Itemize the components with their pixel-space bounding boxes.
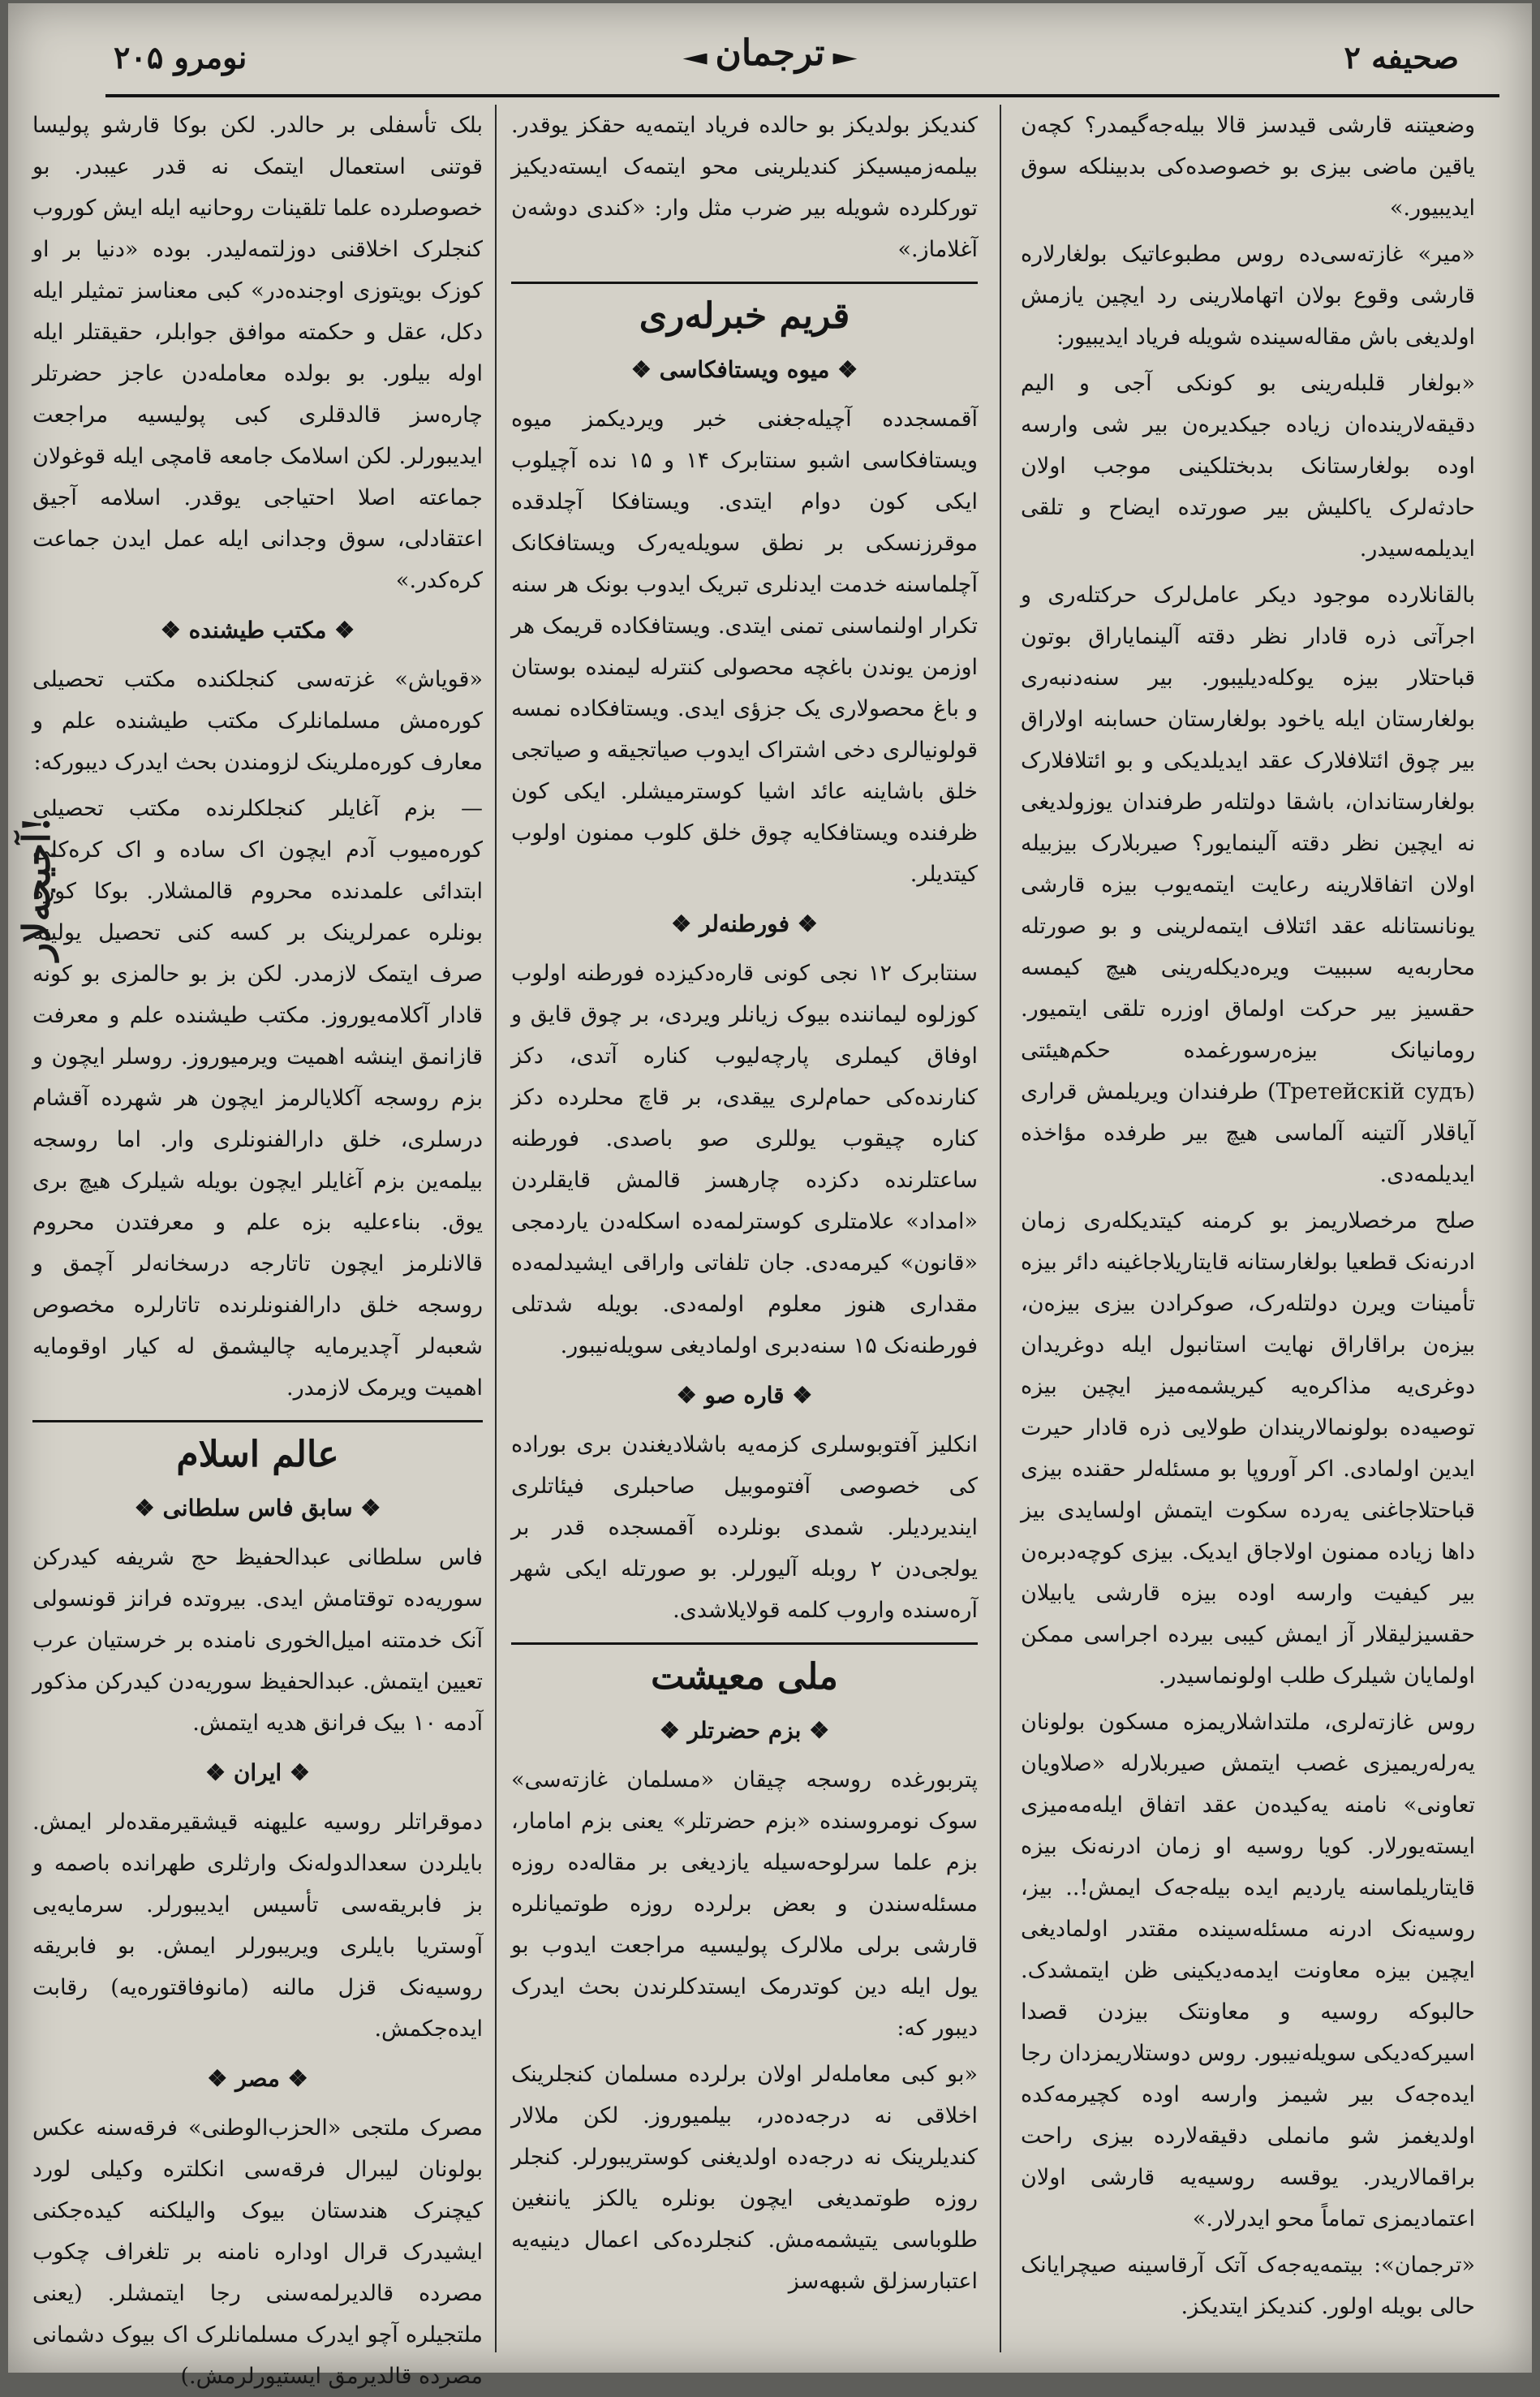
paragraph: «بو کبی معامله‌لر اولان برلرده مسلمان کنجلرینک اخلاقی نه درجه‌ده‌در، بیلمیوروز. لکن ملالار کندیلرینک نه درجه‌ده اولدیغنی کوستریبورلر. کنجلر روزه طوتمدیغی ایچون بونلره یالکز یاننغین طلوباسی یتیشمه‌مش. کنجلرده‌کی اعمال دینیه‌یه اعتبارسزلق شبهه‌سز bbox=[511, 2062, 978, 2294]
paragraph: بلک تأسفلی بر حالدر. لکن بوکا قارشو پولیسا قوتنی استعمال ایتمک نه قدر عیبدر. بو خصوصلرده علما تلقینات روحانیه ایله ایش کوروب کنجلرک اخلاقنی دوزلتمه‌لیدر. بوده «دنیا بر او کوزک بویتوزی اوجنده‌در» کبی معناسز تمثیلر ایله دکل، عقل و حکمته موافق جوابلر، حقیقتلر ایله اوله بیلور. بو بولده معامله‌دن عاجز حضرتلر چاره‌سز قالدقلری کبی پولیسیه مراجعت ایدیبورلر. لکن اسلامک جامعه قامچی ایله قوغولان جماعته اصلا احتیاجی یوقدر. اسلامه آجیق اعتقادلی، سوق وجدانی ایله عمل ایدن جماعت کره‌کدر.» bbox=[32, 113, 483, 593]
section-heading: قریم خبرله‌ری bbox=[511, 282, 978, 341]
article-subheading: ❖ فورطنه‌لر ❖ bbox=[511, 903, 978, 945]
article-subheading: ❖ بزم حضرتلر ❖ bbox=[511, 1710, 978, 1751]
page-number: صحیفه ۲ bbox=[1344, 39, 1459, 75]
column-divider bbox=[1000, 105, 1001, 2352]
article-subheading: ❖ قاره صو ❖ bbox=[511, 1375, 978, 1416]
newspaper-page bbox=[8, 3, 1532, 2389]
paragraph: — بزم آغایلر کنجلکلرنده مکتب تحصیلی کوره‌میوب آدم ایچون اک ساده و اک کره‌کلی ابتدائی علمدنده محروم قالمشلار. بوکا کوره بونلره عمرلرینک بر کسه کنی تحصیل یولینه صرف ایتمک لازمدر. لکن بز بو حالمزی بو کونه قادار آکلامه‌یوروز. مکتب طیشنده علم و معرفت قازانمق اینشه اهمیت ویرمیوروز. روسلر ایچون و بزم روسجه آکلایالرمز ایچون هر شهرده آقشام درسلری، خلق دارالفنونلری وار. اما روسجه بیلمه‌ین بزم آغایلر ایچون بویله شیلرک هیچ بری یوق. بناءعلیه بزه علم و معرفتدن محروم قالانلرمز ایچون تاتارجه درسخانه‌لر آچمق و روسجه خلق دارالفنونلرنده تاتارلره مخصوص شعبه‌لر آچدیرمایه چالیشمق له کیار اوقومایه اهمیت ویرمک لازمدر. bbox=[32, 796, 483, 1401]
paragraph: «قویاش» غزته‌سی کنجلکنده مکتب تحصیلی کوره‌مش مسلمانلرک مکتب طیشنده علم و معارف کوره‌ملرینک لزومندن بحث ایدرک دیبورکه: bbox=[32, 667, 483, 775]
issue-number: نومرو ۲۰۵ bbox=[114, 39, 247, 75]
handwritten-margin-note: آجیجه‌لار! bbox=[15, 815, 58, 961]
paragraph: روس غازته‌لری، ملتداشلاریمزه مسکون بولونان یه‌رله‌ریمیزی غصب ایتمش صیربلارله «صلاویان تعاونی» نامنه یه‌کیده‌ن عقد اتفاق ایله‌مه‌میزی ایسته‌یورلار. کویا روسیه او زمان ادرنه‌نک بیزه قایتاریلماسنه یاردیم ایده بیله‌جه‌ک ایمش!.. بیز، روسیه‌نک ادرنه مسئله‌سینده مقتدر اولمادیغی ایچین بیزه معاونت ایدمه‌دیکینی ظن ایتمشدک. حالبوکه روسیه و معاونتک بیزدن قصدا اسیرکه‌دیکی سویله‌نیبور. روس دوستلاریمزدان رجا ایده‌جه‌ک بیر شیمز وارسه اوده کچیرمه‌کده اولدیغمز شو مانملی دقیقه‌لارده بیزی راحت براقمالاریدر. یوقسه روسیه‌یه قارشی اولان اعتمادیمزی تماماً محو ایدرلار.» bbox=[1021, 1710, 1475, 2231]
paragraph: کندیکز بولدیکز بو حالده فریاد ایتمه‌یه حقکز یوقدر. بیلمه‌زمیسیکز کندیلرینی محو ایتمه‌ک ایسته‌دیکیز تورکلرده شویله بیر ضرب مثل وار: «کندی دوشه‌ن آغلاماز.» bbox=[511, 113, 978, 262]
paragraph: انکلیز آفتوبوسلری کزمه‌یه باشلادیغندن بری بوراده کی خصوصی آفتوموبیل صاحبلری فیئاتلری ایندیردیلر. شمدی بونلرده آقمسجده قدر بر یولجی‌دن ۲ روبله آلیورلر. بو صورتله ایکی شهر آره‌سنده واروب کلمه قولایلاشدی. bbox=[511, 1432, 978, 1623]
paragraph: بالقانلارده موجود دیکر عامل‌لرک حرکتله‌ری و اجرآتی ذره قادار نظر دقته آلینمایاراق بوتون قباحتلار بیزه یوکله‌دیلیبور. بیر سنه‌دنبه‌ری بولغارستان ایله یاخود بولغارستان حسابنه اولاراق بیر چوق ائتلافلارک عقد ایدیلدیکی و بو ائتلافلارک بولغارستاندان، باشقا دولتله‌ر طرفندان یوزولدیغی نه ایچین نظر دقته آلینمایور؟ صیربلارک بیزبیله اولان اتفاقلارینه رعایت ایتمه‌یوب بیزه قارشی یونانستانله عقد ائتلاف ایتمه‌لرینی و بو صورتله محاربه‌یه سببیت ویره‌دیکله‌رینی هیچ کیمسه حقسیز بیر حرکت اولماق اوزره تلقی ایتمیور. رومانیانک بیزه‌رسو‌رغمده حکم‌هیئتی (Третейскій судъ) طرفندان ویریلمش قراری آیاقلار آلتینه آلماسی هیچ بیر طرفده مؤاخذه ایدیلمه‌دی. bbox=[1021, 583, 1476, 1187]
section-heading: عالم اسلام bbox=[32, 1420, 483, 1479]
paragraph: صلح مرخصلاریمز بو کرمنه کیتدیکله‌ری زمان ادرنه‌نک قطعیا بولغارستانه قایتاریلاجاغینه دائر بیزه تأمینات ویرن دولتله‌رک، صوکرادن بیزی بیزه‌ن، بیزه‌ن براقاراق نهایت استانبول ایله دوغریدان دوغری‌یه مذاکره‌یه کیریشمه‌میز ایچین بیزه توصیه‌ده بولونمالاریندان طولایی ذره قادار حیرت ایدین اولمادی. اکر آوروپا بو مسئله‌لر حقنده بیزی قباحتلاجاغنی یه‌رده سکوت ایتمش اولسایدی بیز داها زیاده ممنون اولاجاق ایدیک. بیزی کوچه‌دبره‌ن بیر کیفیت وارسه اوده بیزه قارشی یابیلان حقسیزلیقلار آز ایمش کیبی بیرده اجراسی ممکن اولمایان شیلرک طلب اولونماسیدر. bbox=[1021, 1208, 1475, 1689]
paragraph: «میر» غازته‌سی‌ده روس مطبوعاتیک بولغار‌لاره قارشی وقوع بولان اتهاملارینی رد ایچین یازمش اولدیغی باش مقاله‌سینده شویله فریاد ایدیبیور: bbox=[1021, 242, 1475, 350]
column-left bbox=[32, 105, 483, 2389]
column-middle bbox=[511, 105, 978, 2352]
article-subheading: ❖ ایران ❖ bbox=[32, 1752, 483, 1793]
article-subheading: ❖ میوه ویستافکاسی ❖ bbox=[511, 349, 978, 390]
article-subheading: ❖ مکتب طیشنده ❖ bbox=[32, 609, 483, 651]
masthead bbox=[8, 3, 1532, 101]
header-rule bbox=[105, 94, 1499, 97]
paragraph: وضعیتنه قارشی قیدسز قالا بیله‌جه‌گیمدر؟ کچه‌ن یاقین ماضی بیزی بو خصوصده‌کی بدبینلکه سوق ایدیبیور.» bbox=[1021, 113, 1475, 221]
article-subheading: ❖ سابق فاس سلطانی ❖ bbox=[32, 1487, 483, 1529]
paragraph: پتربورغده روسجه چیقان «مسلمان غازته‌سی» سوک نومروسنده «بزم حضرتلر» یعنی بزم امامار، بزم علما سرلوحه‌سیله یازدیغی بر مقاله‌ده روزه مسئله‌سندن و بعض برلرده روزه طوتمیانلره قارشی برلی ملالرک پولیسیه مراجعت ایدوب بو یول ایله دین کوتدرمک ایستدکلرندن بحث ایدرک دیبور که: bbox=[511, 1767, 978, 2041]
paragraph: «ترجمان»: بیتمه‌یه‌جه‌ک آتک آرقاسینه صیچرایانک حالی بویله اولور. کندیکز ایتدیکز. bbox=[1021, 2253, 1475, 2319]
paragraph: آقمسجدده آچیله‌جغنی خبر ویردیکمز میوه ویستافکاسی اشبو سنتابرک ۱۴ و ۱۵ نده آچیلوب ایکی کون دوام ایتدی. ویستافکا آچلدقده موقرزنسکی بر نطق سویله‌یه‌رک ویستافکانک آچلماسنه خدمت ایدنلری تبریک ایدوب بونک هر سنه تکرار اولنماسنی تمنی ایتدی. ویستافکاده قریمک هر اوزمن یوندن باغچه محصولی کنترله لیمنده بوستان و باغ محصولاری یک جزؤی ایدی. ویستافکاده نمسه قولونیالری دخی اشتراک ایدوب صیاتجیقه و صیاتجی خلق باشاینه عائد اشیا کوسترمیشلر. ایکی کون ظرفنده ویستافکایه چوق خلق کلوب ممنون اولوب کیتدیلر. bbox=[511, 407, 978, 887]
paragraph: سنتابرک ۱۲ نجی کونی قاره‌دکیزده فورطنه اولوب کوزلوه لیماننده بیوک زیانلر ویردی، بر چوق قایق و اوفاق کیملری پارچه‌لیوب کناره آتدی، دکز کنارنده‌کی حمام‌لری ییقدی، بر قاچ محلرده دکز کناره چیقوب یوللری صو باصدی. فورطنه ساعتلرنده دکزده چارهسز قالمش قایقلردن «امداد» علامتلری کوسترلمه‌ده اسکله‌دن یاردمجی «قانون» کیرمه‌دی. جان تلفاتی واراقی ایشیدلمه‌ده مقداری هنوز معلوم اولمه‌دی. بویله شدتلی فورطنه‌نک ۱۵ سنه‌دبری اولمادیغی سویله‌نیبور. bbox=[511, 961, 978, 1358]
paragraph: فاس سلطانی عبدالحفیظ حج شریفه کیدرکن سوریه‌ده توقتامش ایدی. بیروتده فرانز قونسولی آنک خدمتنه امیل‌الخوری نامنده بر خرستیان عرب تعیین ایتمش. عبدالحفیظ سوریه‌دن کیدرکن مذکور آدمه ۱۰ بیک فرانق هدیه ایتمش. bbox=[32, 1545, 483, 1736]
paragraph: مصرک ملتجی «الحزب‌الوطنی» فرقه‌سنه عکس بولونان لیبرال فرقه‌سی انکلتره وکیلی لورد کیچنرک هندستان بیوک والیلکنه کیده‌جکنی ایشیدرک قرال اوداره نامنه بر تلغراف چکوب مصرده قالدیرلمه‌سنی رجا ایتمشلر. (یعنی ملتجیلره آچو ایدرک مسلمانلرک اک بیوک دشمانی مصرده قالدیرمق ایستیورلرمش.) bbox=[32, 2115, 483, 2389]
section-heading: ملی معیشت bbox=[511, 1642, 978, 1702]
newspaper-title: ترجمان bbox=[683, 28, 858, 79]
paragraph: «بولغار قلبله‌رینی بو کونکی آجی و الیم دقیقه‌لارینده‌ان زیاده جیکدیره‌ن بیر شی وارسه اوده بولغارستانک بدبختلکینی موجب اولان حادثه‌لرک یاکلیش بیر صورتده ایضاح و تلقی ایدیلمه‌سیدر. bbox=[1021, 371, 1475, 562]
paragraph: دموقراتلر روسیه علیهنه قیشقیرمقده‌لر ایمش. بایلردن سعدالدوله‌نک وارثلری طهرانده باصمه و بز فابریقه‌سی تأسیس ایدیبورلر. سرمایه‌یی آوستریا بایلری ویریبورلر ایمش. بو فابریقه روسیه‌نک قزل مالنه (مانوفاقتوره‌یه) رقابت ایده‌جکمش. bbox=[32, 1810, 483, 2042]
column-right bbox=[1021, 105, 1475, 2352]
column-divider bbox=[495, 105, 497, 2352]
article-subheading: ❖ مصر ❖ bbox=[32, 2058, 483, 2099]
